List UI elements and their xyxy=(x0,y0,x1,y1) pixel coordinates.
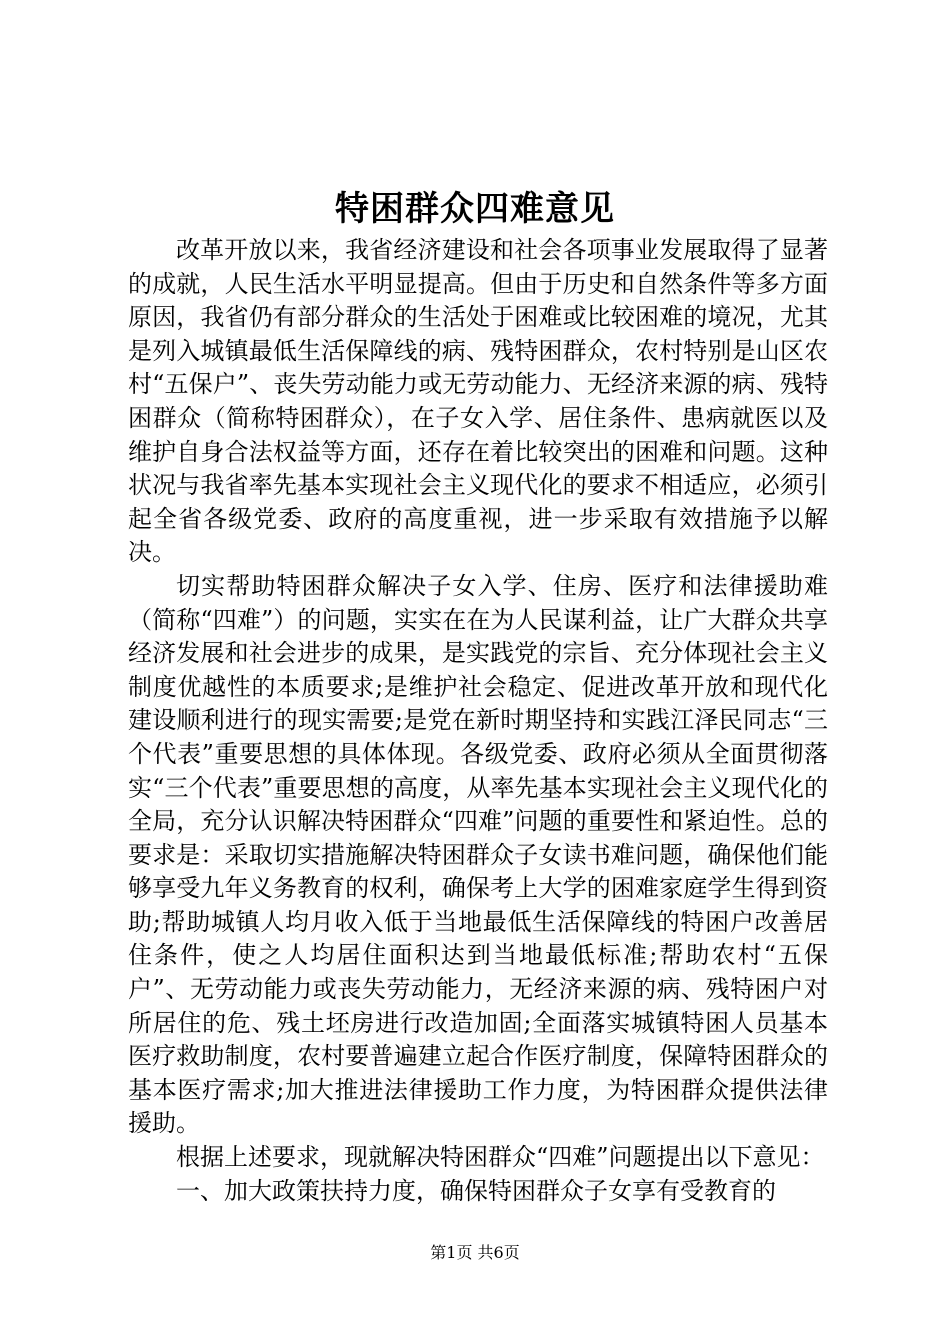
document-title: 特困群众四难意见 xyxy=(335,189,615,229)
paragraph-requirements: 切实帮助特困群众解决子女入学、住房、医疗和法律援助难（简称“四难”）的问题，实实在在为人民谋利益，让广大群众共享经济发展和社会进步的成果，是实践党的宗旨、充分体现社会主义制度优越性的本质要求;是维护社会稳定、促进改革开放和现代化建设顺利进行的现实需要;是党在新时期坚持和实践江泽民同志“三个代表”重要思想的具体体现。各级党委、政府必须从全面贯彻落实“三个代表”重要思想的高度，从率先基本实现社会主义现代化的全局，充分认识解决特困群众“四难”问题的重要性和紧迫性。总的要求是：采取切实措施解决特困群众子女读书难问题，确保他们能够享受九年义务教育的权利，确保考上大学的困难家庭学生得到资助;帮助城镇人均月收入低于当地最低生活保障线的特困户改善居住条件，使之人均居住面积达到当地最低标准;帮助农村“五保户”、无劳动能力或丧失劳动能力，无经济来源的病、残特困户对所居住的危、残土坯房进行改造加固;全面落实城镇特困人员基本医疗救助制度，农村要普遍建立起合作医疗制度，保障特困群众的基本医疗需求;加大推进法律援助工作力度，为特困群众提供法律援助。 xyxy=(128,571,828,1138)
paragraph-section-one: 一、加大政策扶持力度，确保特困群众子女享有受教育的 xyxy=(176,1176,776,1205)
document-body xyxy=(128,234,828,1208)
paragraph-opinions-lead: 根据上述要求，现就解决特困群众“四难”问题提出以下意见： xyxy=(176,1143,825,1172)
page-number-footer: 第1页 共6页 xyxy=(430,1243,520,1262)
paragraph-intro: 改革开放以来，我省经济建设和社会各项事业发展取得了显著的成就，人民生活水平明显提高。但由于历史和自然条件等多方面原因，我省仍有部分群众的生活处于困难或比较困难的境况，尤其是列入城镇最低生活保障线的病、残特困群众，农村特别是山区农村“五保户”、丧失劳动能力或无劳动能力、无经济来源的病、残特困群众（简称特困群众），在子女入学、居住条件、患病就医以及维护自身合法权益等方面，还存在着比较突出的困难和问题。这种状况与我省率先基本实现社会主义现代化的要求不相适应，必须引起全省各级党委、政府的高度重视，进一步采取有效措施予以解决。 xyxy=(128,236,828,567)
